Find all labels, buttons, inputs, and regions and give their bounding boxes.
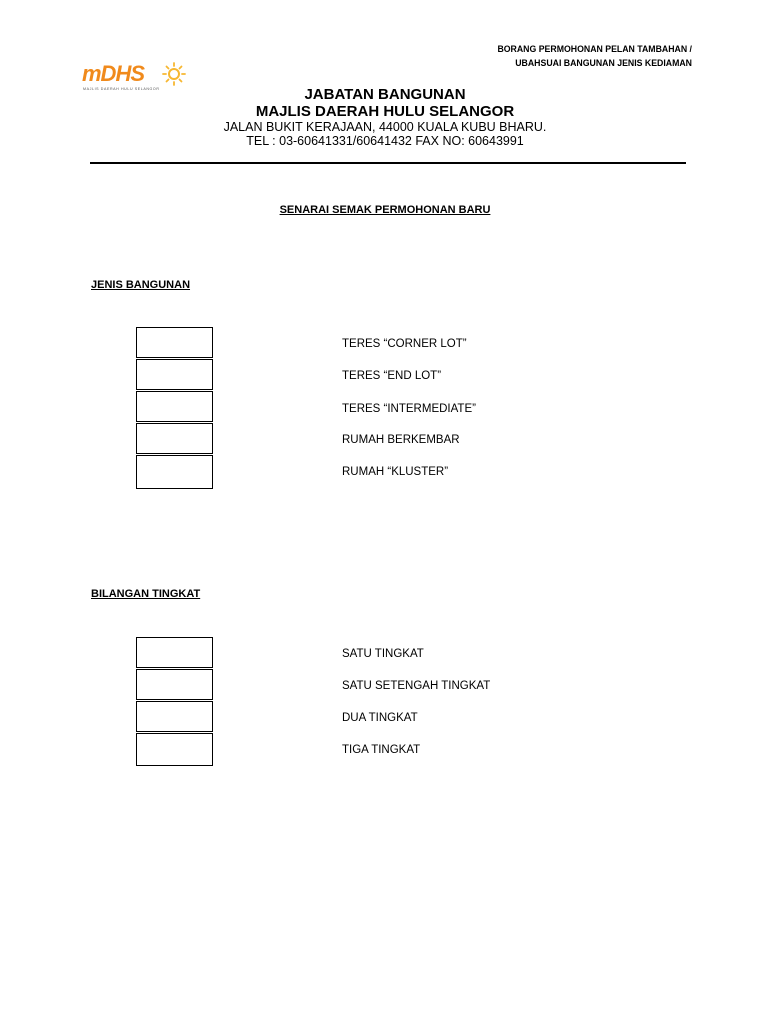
council-address: JALAN BUKIT KERAJAAN, 44000 KUALA KUBU BHARU.: [223, 120, 547, 134]
option-satu-setengah-tingkat: SATU SETENGAH TINGKAT: [342, 680, 491, 692]
checkbox-rumah-berkembar[interactable]: [136, 423, 213, 454]
sun-icon: [163, 63, 185, 85]
option-teres-intermediate: TERES “INTERMEDIATE”: [342, 403, 476, 415]
form-reference: [453, 43, 692, 71]
form-reference-line2: UBAHSUAI BANGUNAN JENIS KEDIAMAN: [515, 58, 692, 69]
checkbox-tiga-tingkat[interactable]: [136, 733, 213, 766]
document-title: SENARAI SEMAK PERMOHONAN BARU: [279, 204, 491, 216]
option-rumah-berkembar: RUMAH BERKEMBAR: [342, 434, 460, 446]
checkbox-satu-setengah-tingkat[interactable]: [136, 669, 213, 700]
option-rumah-kluster: RUMAH “KLUSTER”: [342, 466, 449, 478]
checkbox-teres-intermediate[interactable]: [136, 391, 213, 422]
jenis-bangunan-heading: JENIS BANGUNAN: [91, 279, 191, 291]
council-contact: TEL : 03-60641331/60641432 FAX NO: 60643991: [246, 134, 524, 148]
logo-tagline: MAJLIS DAERAH HULU SELANGOR: [83, 87, 160, 91]
bilangan-tingkat-heading: BILANGAN TINGKAT: [91, 588, 201, 600]
checkbox-teres-end-lot[interactable]: [136, 359, 213, 390]
logo-text: mDHS: [82, 61, 145, 86]
option-teres-end-lot: TERES “END LOT”: [342, 370, 442, 382]
checkbox-teres-corner-lot[interactable]: [136, 327, 213, 358]
form-reference-line1: BORANG PERMOHONAN PELAN TAMBAHAN /: [497, 44, 692, 55]
option-dua-tingkat: DUA TINGKAT: [342, 712, 418, 724]
option-teres-corner-lot: TERES “CORNER LOT”: [342, 338, 467, 350]
checkbox-dua-tingkat[interactable]: [136, 701, 213, 732]
checkbox-satu-tingkat[interactable]: [136, 637, 213, 668]
header-divider: [90, 162, 686, 164]
council-name: MAJLIS DAERAH HULU SELANGOR: [255, 103, 515, 120]
option-tiga-tingkat: TIGA TINGKAT: [342, 744, 421, 756]
checkbox-rumah-kluster[interactable]: [136, 455, 213, 489]
department-name: JABATAN BANGUNAN: [304, 86, 466, 103]
option-satu-tingkat: SATU TINGKAT: [342, 648, 424, 660]
